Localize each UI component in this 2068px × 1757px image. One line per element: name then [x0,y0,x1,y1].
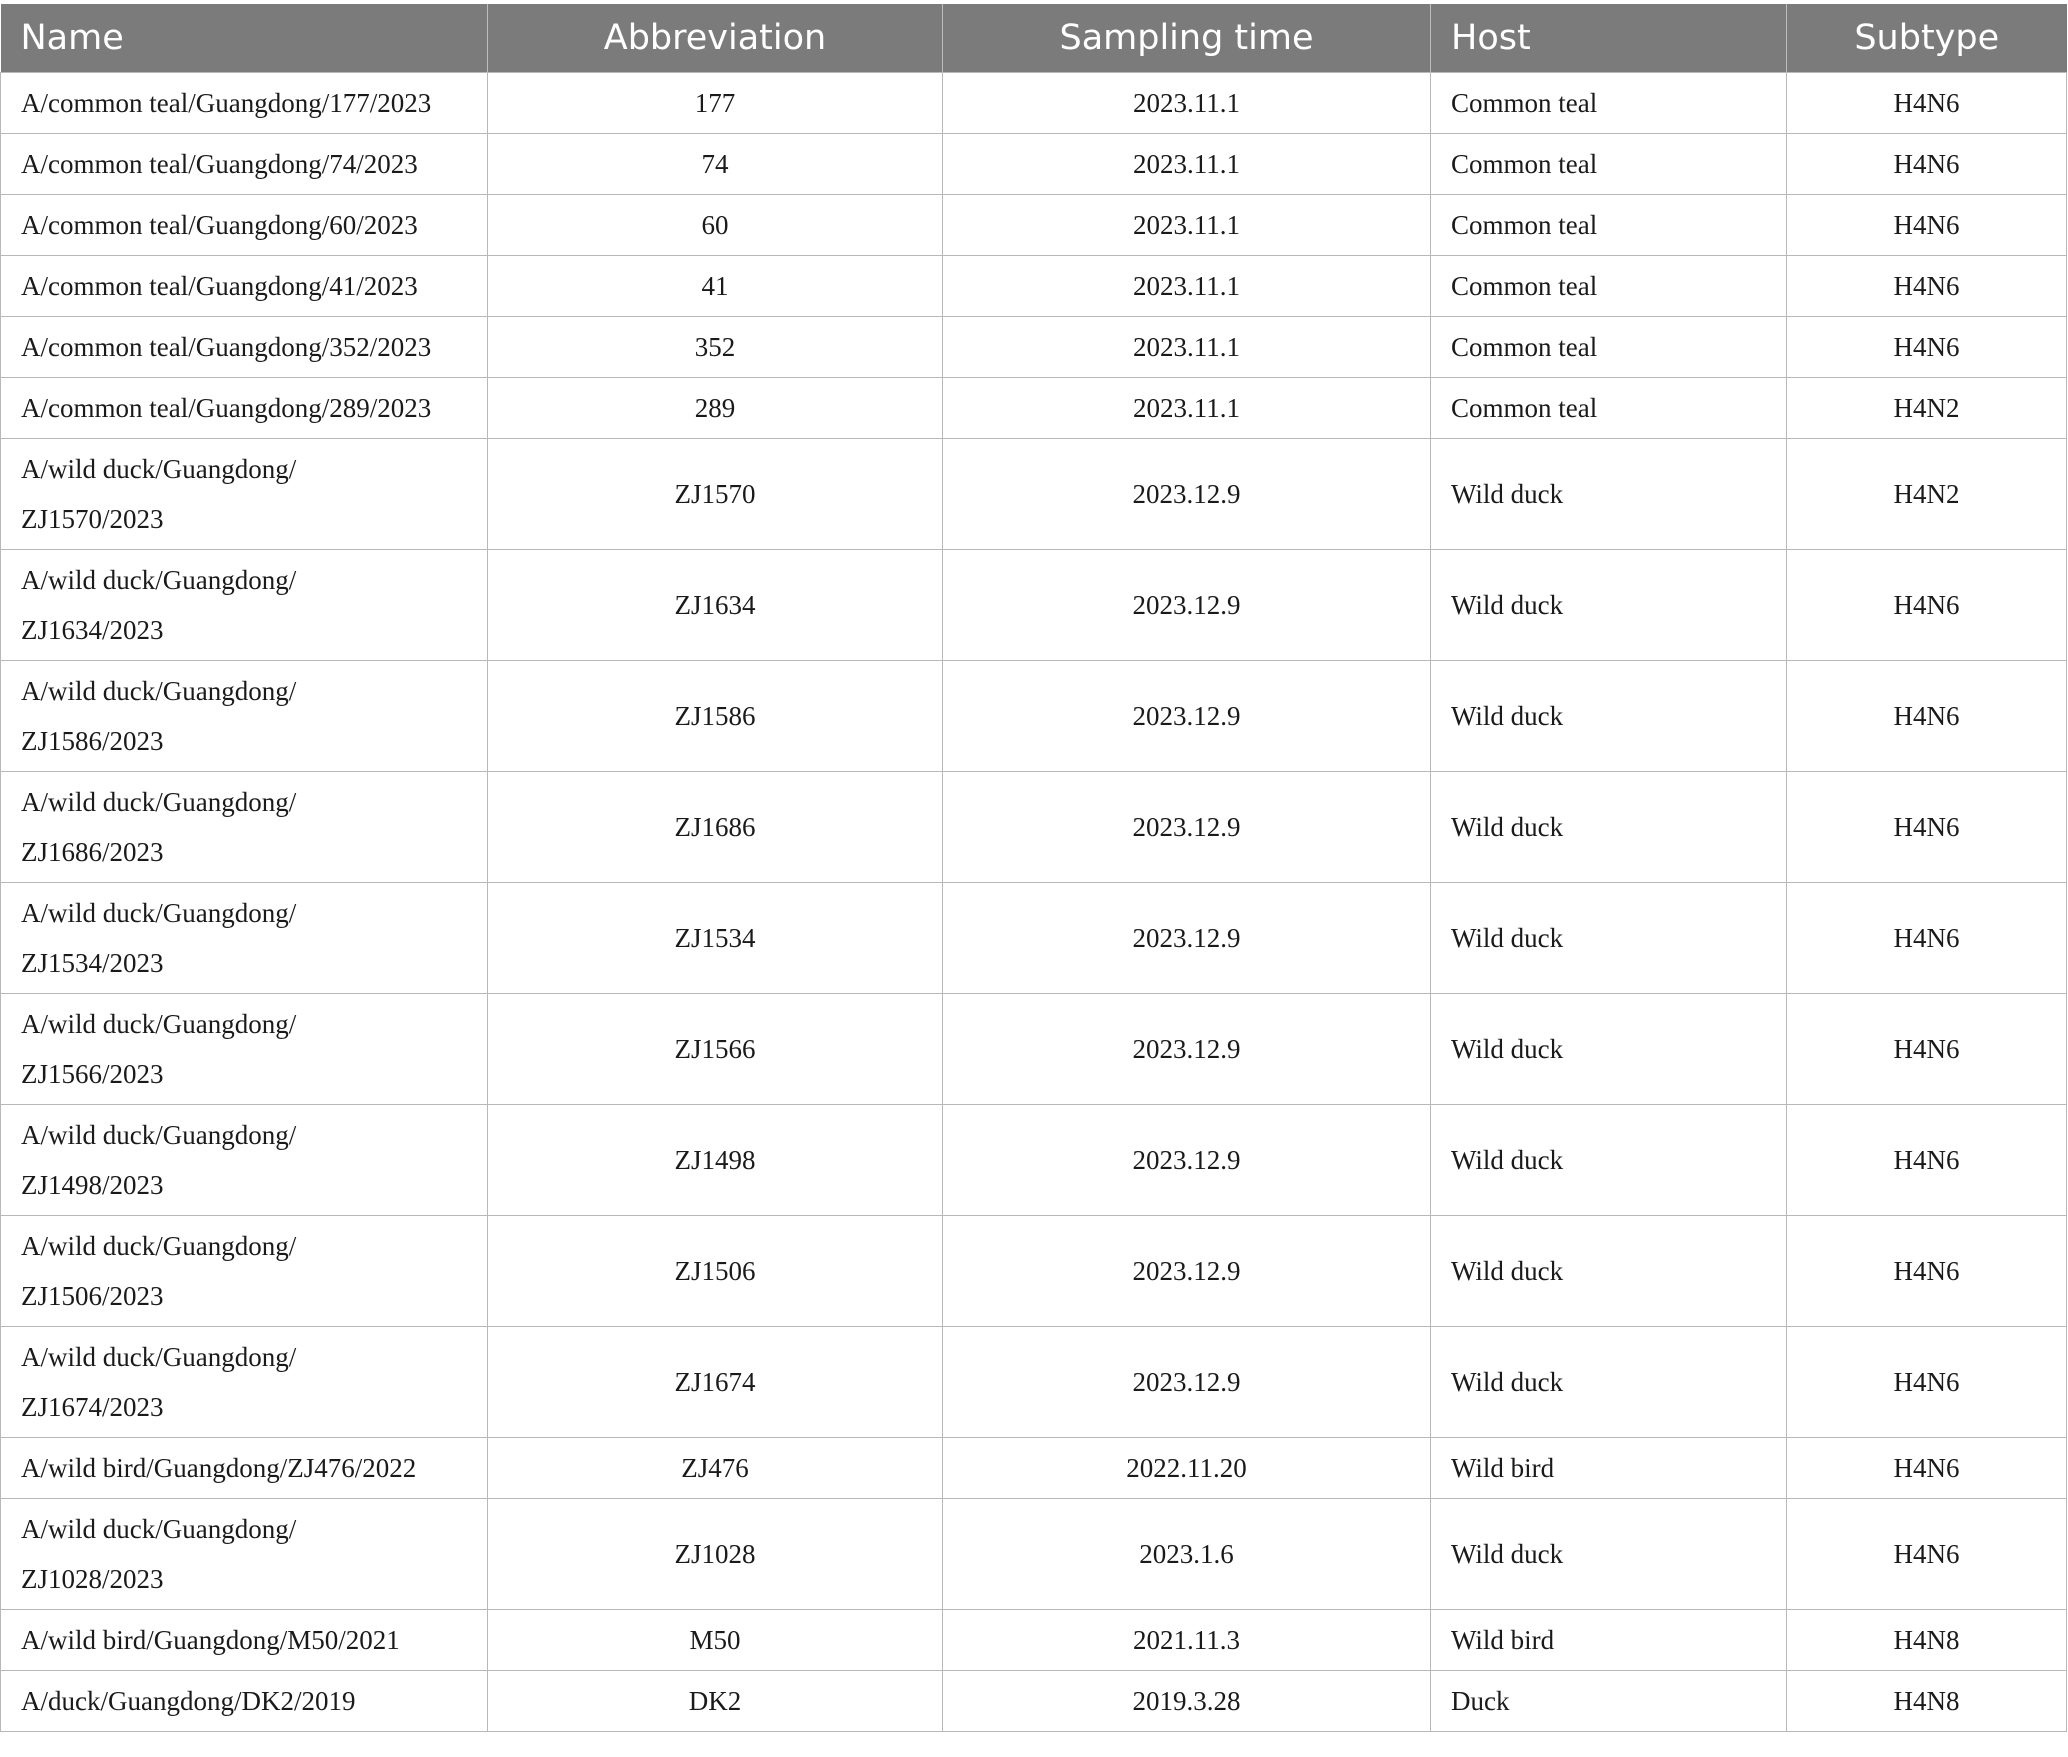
cell-name [1,993,488,1104]
cell-host: Wild duck [1431,1215,1787,1326]
cell-name [1,194,488,255]
cell-name-line: A/wild duck/Guangdong/ [21,564,297,595]
cell-subtype: H4N6 [1787,133,2067,194]
table-header [1,4,2067,72]
header-name: Name [1,4,488,72]
cell-sampling-time: 2023.12.9 [943,1215,1431,1326]
cell-subtype: H4N6 [1787,660,2067,771]
table-row [1,1326,2067,1437]
table-row [1,377,2067,438]
cell-name [1,1498,488,1609]
cell-host: Wild duck [1431,1326,1787,1437]
cell-abbreviation: 177 [488,72,943,133]
cell-abbreviation: ZJ1498 [488,1104,943,1215]
cell-name-line: A/wild bird/Guangdong/ZJ476/2022 [21,1452,417,1483]
cell-host: Common teal [1431,377,1787,438]
cell-sampling-time: 2023.1.6 [943,1498,1431,1609]
cell-name-line: A/wild duck/Guangdong/ [21,1341,297,1372]
cell-host: Wild duck [1431,549,1787,660]
cell-name-line: ZJ1566/2023 [21,1058,164,1089]
cell-name-line: ZJ1506/2023 [21,1280,164,1311]
table-row [1,133,2067,194]
cell-host: Common teal [1431,72,1787,133]
cell-name-line: ZJ1570/2023 [21,503,164,534]
cell-subtype: H4N8 [1787,1609,2067,1670]
cell-host: Wild duck [1431,882,1787,993]
header-abbreviation: Abbreviation [488,4,943,72]
cell-name [1,1104,488,1215]
cell-sampling-time: 2023.12.9 [943,549,1431,660]
cell-sampling-time: 2023.12.9 [943,438,1431,549]
cell-subtype: H4N6 [1787,194,2067,255]
cell-name-line: A/common teal/Guangdong/41/2023 [21,270,418,301]
cell-name-line: ZJ1634/2023 [21,614,164,645]
cell-name-line: A/wild duck/Guangdong/ [21,1513,297,1544]
cell-abbreviation: 60 [488,194,943,255]
cell-sampling-time: 2019.3.28 [943,1670,1431,1731]
cell-name [1,1670,488,1731]
cell-host: Wild duck [1431,771,1787,882]
cell-name-line: A/common teal/Guangdong/60/2023 [21,209,418,240]
cell-host: Wild duck [1431,1498,1787,1609]
cell-host: Wild bird [1431,1437,1787,1498]
header-host: Host [1431,4,1787,72]
cell-abbreviation: ZJ476 [488,1437,943,1498]
cell-host: Wild duck [1431,438,1787,549]
cell-subtype: H4N2 [1787,377,2067,438]
cell-name-line: ZJ1534/2023 [21,947,164,978]
cell-sampling-time: 2023.11.1 [943,133,1431,194]
cell-subtype: H4N6 [1787,255,2067,316]
cell-abbreviation: ZJ1534 [488,882,943,993]
cell-subtype: H4N8 [1787,1670,2067,1731]
cell-host: Common teal [1431,194,1787,255]
cell-sampling-time: 2023.11.1 [943,377,1431,438]
cell-host: Wild bird [1431,1609,1787,1670]
cell-subtype: H4N6 [1787,882,2067,993]
cell-name-line: A/wild duck/Guangdong/ [21,1230,297,1261]
cell-subtype: H4N6 [1787,1498,2067,1609]
cell-name [1,1326,488,1437]
table-row [1,1498,2067,1609]
cell-abbreviation: 289 [488,377,943,438]
cell-name [1,438,488,549]
cell-sampling-time: 2023.11.1 [943,316,1431,377]
cell-name [1,1215,488,1326]
cell-sampling-time: 2022.11.20 [943,1437,1431,1498]
table-row [1,1437,2067,1498]
cell-name [1,549,488,660]
cell-name [1,882,488,993]
cell-sampling-time: 2023.12.9 [943,660,1431,771]
cell-name-line: A/wild duck/Guangdong/ [21,453,297,484]
cell-name-line: A/common teal/Guangdong/74/2023 [21,148,418,179]
cell-name [1,1437,488,1498]
cell-sampling-time: 2023.11.1 [943,255,1431,316]
cell-subtype: H4N6 [1787,1437,2067,1498]
cell-subtype: H4N6 [1787,1215,2067,1326]
cell-host: Wild duck [1431,660,1787,771]
cell-sampling-time: 2023.12.9 [943,771,1431,882]
table-row [1,1215,2067,1326]
cell-name [1,133,488,194]
cell-name-line: A/wild duck/Guangdong/ [21,786,297,817]
cell-name [1,72,488,133]
table-body [1,72,2067,1731]
cell-name-line: A/common teal/Guangdong/289/2023 [21,392,432,423]
cell-subtype: H4N6 [1787,1326,2067,1437]
cell-host: Common teal [1431,316,1787,377]
cell-host: Duck [1431,1670,1787,1731]
table-row [1,194,2067,255]
cell-abbreviation: ZJ1586 [488,660,943,771]
cell-subtype: H4N6 [1787,72,2067,133]
cell-name-line: A/duck/Guangdong/DK2/2019 [21,1685,356,1716]
cell-abbreviation: 41 [488,255,943,316]
cell-name [1,316,488,377]
table-row [1,316,2067,377]
cell-name [1,660,488,771]
cell-subtype: H4N2 [1787,438,2067,549]
cell-name-line: ZJ1586/2023 [21,725,164,756]
table-row [1,771,2067,882]
cell-host: Wild duck [1431,993,1787,1104]
cell-name-line: A/wild duck/Guangdong/ [21,897,297,928]
cell-abbreviation: DK2 [488,1670,943,1731]
cell-abbreviation: ZJ1634 [488,549,943,660]
cell-name-line: A/wild duck/Guangdong/ [21,675,297,706]
cell-name [1,255,488,316]
cell-sampling-time: 2023.11.1 [943,72,1431,133]
header-sampling-time: Sampling time [943,4,1431,72]
cell-abbreviation: M50 [488,1609,943,1670]
cell-name-line: ZJ1498/2023 [21,1169,164,1200]
cell-subtype: H4N6 [1787,771,2067,882]
table-row [1,1104,2067,1215]
cell-host: Common teal [1431,133,1787,194]
cell-subtype: H4N6 [1787,316,2067,377]
table-row [1,549,2067,660]
cell-abbreviation: ZJ1028 [488,1498,943,1609]
cell-name-line: ZJ1686/2023 [21,836,164,867]
cell-abbreviation: ZJ1570 [488,438,943,549]
cell-abbreviation: 74 [488,133,943,194]
cell-sampling-time: 2023.12.9 [943,1104,1431,1215]
cell-name-line: A/wild duck/Guangdong/ [21,1119,297,1150]
cell-abbreviation: ZJ1674 [488,1326,943,1437]
cell-name [1,771,488,882]
cell-name-line: A/wild duck/Guangdong/ [21,1008,297,1039]
header-row [1,4,2067,72]
cell-name-line: A/common teal/Guangdong/352/2023 [21,331,432,362]
cell-host: Wild duck [1431,1104,1787,1215]
cell-name-line: A/common teal/Guangdong/177/2023 [21,87,432,118]
cell-subtype: H4N6 [1787,993,2067,1104]
cell-sampling-time: 2021.11.3 [943,1609,1431,1670]
cell-host: Common teal [1431,255,1787,316]
cell-abbreviation: ZJ1686 [488,771,943,882]
table-row [1,255,2067,316]
cell-abbreviation: ZJ1566 [488,993,943,1104]
cell-subtype: H4N6 [1787,549,2067,660]
table-row [1,72,2067,133]
cell-name-line: A/wild bird/Guangdong/M50/2021 [21,1624,400,1655]
cell-name-line: ZJ1028/2023 [21,1563,164,1594]
table-row [1,438,2067,549]
cell-sampling-time: 2023.12.9 [943,1326,1431,1437]
cell-subtype: H4N6 [1787,1104,2067,1215]
table-row [1,1609,2067,1670]
cell-sampling-time: 2023.12.9 [943,993,1431,1104]
table-row [1,1670,2067,1731]
cell-abbreviation: 352 [488,316,943,377]
table-row [1,882,2067,993]
isolates-table [0,4,2067,1732]
header-subtype: Subtype [1787,4,2067,72]
cell-name [1,1609,488,1670]
table-row [1,993,2067,1104]
cell-name-line: ZJ1674/2023 [21,1391,164,1422]
cell-abbreviation: ZJ1506 [488,1215,943,1326]
cell-name [1,377,488,438]
table-row [1,660,2067,771]
cell-sampling-time: 2023.12.9 [943,882,1431,993]
cell-sampling-time: 2023.11.1 [943,194,1431,255]
